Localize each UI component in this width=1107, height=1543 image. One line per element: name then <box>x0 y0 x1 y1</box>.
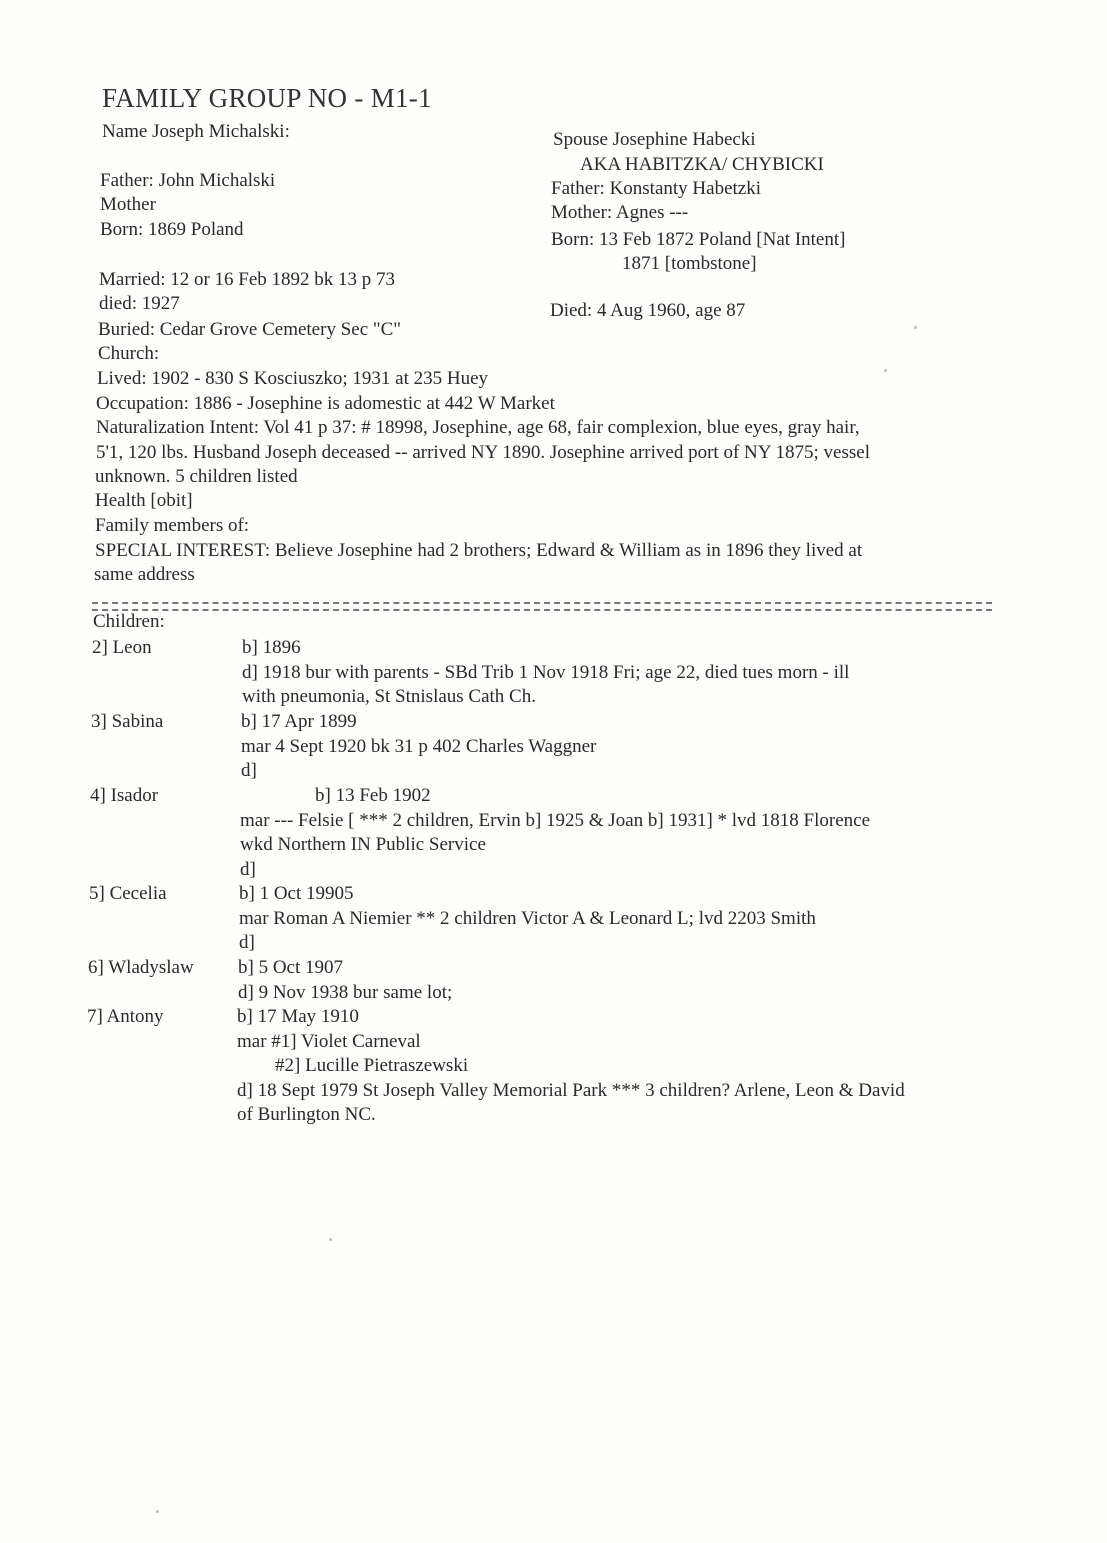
child-death: d] <box>239 932 255 953</box>
husband-name: Name Joseph Michalski: <box>102 121 290 142</box>
child-birth: b] 17 May 1910 <box>237 1006 359 1027</box>
lived: Lived: 1902 - 830 S Kosciuszko; 1931 at 235 Huey <box>97 368 489 389</box>
spouse-father: Father: Konstanty Habetzki <box>551 178 762 199</box>
child-name: 4] Isador <box>90 785 159 806</box>
child-death: d] 9 Nov 1938 bur same lot; <box>238 981 453 1003</box>
child-death-cont: of Burlington NC. <box>237 1104 376 1125</box>
child-name: 5] Cecelia <box>89 883 167 904</box>
naturalization-line-3: unknown. 5 children listed <box>95 466 298 487</box>
spouse-born-alt: 1871 [tombstone] <box>622 253 757 274</box>
family-members: Family members of: <box>95 515 250 536</box>
naturalization-line-1: Naturalization Intent: Vol 41 p 37: # 18998, Josephine, age 68, fair complexion, blue eyes, gray hair, <box>96 417 860 438</box>
scan-speck <box>884 369 887 372</box>
husband-buried: Buried: Cedar Grove Cemetery Sec "C" <box>98 319 402 340</box>
spouse-name: Spouse Josephine Habecki <box>553 129 756 150</box>
spouse-mother: Mother: Agnes --- <box>551 202 689 223</box>
scan-speck <box>156 1510 159 1513</box>
child-birth: b] 17 Apr 1899 <box>241 711 357 732</box>
husband-died: died: 1927 <box>99 293 180 314</box>
child-name: 6] Wladyslaw <box>88 957 194 978</box>
child-death-cont: with pneumonia, St Stnislaus Cath Ch. <box>242 686 536 707</box>
special-interest-line-2: same address <box>94 564 195 585</box>
child-marriage: mar Roman A Niemier ** 2 children Victor A & Leonard L; lvd 2203 Smith <box>239 907 816 929</box>
health: Health [obit] <box>95 490 193 511</box>
child-name: 7] Antony <box>87 1006 164 1027</box>
child-name: 3] Sabina <box>91 711 164 732</box>
child-birth: b] 1896 <box>242 637 301 658</box>
church: Church: <box>98 343 160 364</box>
child-death: d] <box>241 760 257 781</box>
occupation: Occupation: 1886 - Josephine is adomestic at 442 W Market <box>96 393 555 414</box>
child-birth: b] 13 Feb 1902 <box>315 785 431 806</box>
child-death: d] 18 Sept 1979 St Joseph Valley Memorial Park *** 3 children? Arlene, Leon & David <box>237 1079 905 1101</box>
child-birth: b] 5 Oct 1907 <box>238 957 344 978</box>
spouse-died: Died: 4 Aug 1960, age 87 <box>550 300 746 321</box>
page-title: FAMILY GROUP NO - M1-1 <box>102 83 432 113</box>
scan-speck <box>914 326 917 329</box>
section-divider <box>92 602 992 611</box>
children-header: Children: <box>93 611 165 632</box>
child-details <box>238 956 978 1005</box>
child-name: 2] Leon <box>92 637 152 658</box>
scan-speck <box>329 1238 332 1241</box>
child-details <box>239 882 979 956</box>
husband-born: Born: 1869 Poland <box>100 219 244 240</box>
child-marriage: mar --- Felsie [ *** 2 children, Ervin b] 1925 & Joan b] 1931] * lvd 1818 Florence <box>240 809 871 831</box>
husband-father: Father: John Michalski <box>100 170 276 191</box>
child-work: wkd Northern IN Public Service <box>240 834 486 855</box>
child-marriage-1: mar #1] Violet Carneval <box>237 1030 421 1052</box>
child-details <box>242 636 982 710</box>
naturalization-line-2: 5'1, 120 lbs. Husband Joseph deceased -- arrived NY 1890. Josephine arrived port of NY 1875; vessel <box>96 442 870 463</box>
child-details <box>237 1005 977 1128</box>
child-birth: b] 1 Oct 19905 <box>239 883 354 904</box>
husband-mother: Mother <box>100 194 156 215</box>
child-details <box>241 710 981 784</box>
child-marriage: mar 4 Sept 1920 bk 31 p 402 Charles Waggner <box>241 735 597 757</box>
husband-married: Married: 12 or 16 Feb 1892 bk 13 p 73 <box>99 269 396 290</box>
spouse-born: Born: 13 Feb 1872 Poland [Nat Intent] <box>551 229 846 250</box>
child-death: d] <box>240 858 256 880</box>
spouse-aka: AKA HABITZKA/ CHYBICKI <box>580 154 824 175</box>
special-interest-line-1: SPECIAL INTEREST: Believe Josephine had 2 brothers; Edward & William as in 1896 they lived at <box>95 540 863 561</box>
child-details <box>240 784 980 882</box>
child-death: d] 1918 bur with parents - SBd Trib 1 Nov 1918 Fri; age 22, died tues morn - ill <box>242 661 850 683</box>
child-marriage-2: #2] Lucille Pietraszewski <box>275 1055 469 1076</box>
